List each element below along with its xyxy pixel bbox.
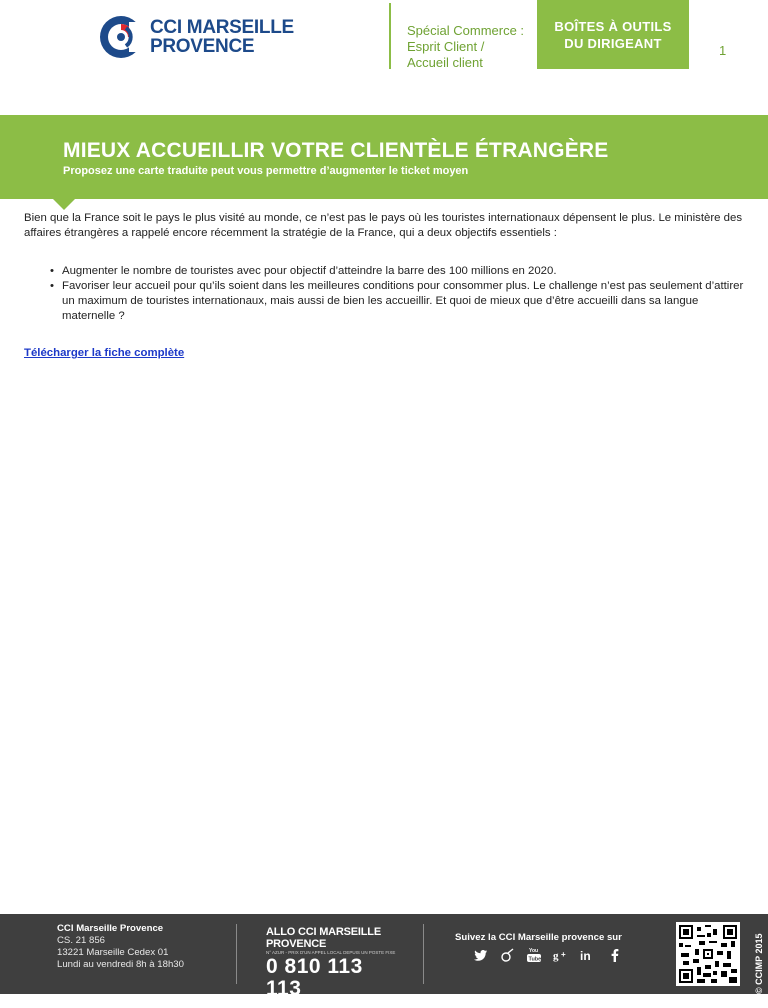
page-number: 1	[719, 43, 727, 58]
list-item: • Augmenter le nombre de touristes avec pour objectif d’atteindre la barre des 100 millions en 2020.	[24, 264, 746, 279]
header-divider	[389, 3, 391, 69]
download-link[interactable]: Télécharger la fiche complète	[24, 347, 185, 359]
footer	[0, 914, 768, 1007]
footer-divider	[423, 924, 424, 984]
facebook-icon[interactable]	[607, 949, 623, 965]
logo-line-2: PROVENCE	[150, 36, 255, 57]
toolbox-line-2: DU DIRIGEANT	[564, 36, 662, 51]
page-subtitle: Proposez une carte traduite peut vous permettre d’augmenter le ticket moyen	[63, 165, 469, 177]
footer-address-line-1: CS. 21 856	[57, 935, 106, 946]
page-title: MIEUX ACCUEILLIR VOTRE CLIENTÈLE ÉTRANGÈRE	[63, 139, 609, 162]
logo-line-1: CCI MARSEILLE	[150, 17, 294, 38]
topic-line-2: Esprit Client /	[407, 39, 485, 54]
qr-code	[676, 922, 740, 986]
svg-text:in: in	[580, 949, 591, 963]
allo-hotline	[266, 926, 396, 1008]
intro-paragraph: Bien que la France soit le pays le plus visité au monde, ce n’est pas le pays où les touristes internationaux dépensent le plus. Le ministère des affaires étrangères a rappelé encore récemment la stratégie de la France, qui a deux objectifs essentiels :	[24, 212, 743, 239]
footer-hours: Lundi au vendredi 8h à 18h30	[57, 959, 184, 970]
list-item: • Favoriser leur accueil pour qu’ils soient dans les meilleures conditions pour consommer plus. Le challenge n’est pas seulement d’attirer un maximum de touristes internationaux, mais aussi de bien les accueillir. Et quoi de mieux que d’être accueilli dans sa langue maternelle ?	[24, 279, 746, 324]
cci-logo-mark-icon	[98, 14, 144, 60]
footer-divider	[236, 924, 237, 984]
allo-title: ALLO CCI MARSEILLE PROVENCE	[266, 926, 381, 950]
svg-text:g: g	[553, 950, 559, 962]
svg-text:+: +	[561, 950, 566, 959]
google-plus-icon[interactable]	[553, 949, 569, 964]
footer-address	[57, 923, 184, 971]
follow-label: Suivez la CCI Marseille provence sur	[455, 932, 622, 943]
topic-line-1: Spécial Commerce :	[407, 23, 525, 38]
social-icons	[472, 947, 623, 966]
cci-logo	[98, 14, 298, 60]
footer-address-line-2: 13221 Marseille Cedex 01	[57, 947, 169, 958]
objectives-list	[24, 264, 746, 324]
qr-code-icon	[679, 925, 737, 983]
allo-subtitle: N° AZUR - PRIX D'UN APPEL LOCAL DEPUIS UN POSTE FIXE	[266, 950, 396, 955]
linkedin-icon[interactable]	[580, 949, 596, 964]
logo-wordmark	[150, 18, 294, 56]
topic-line-3: Accueil client	[407, 55, 483, 70]
footer-org-name: CCI Marseille Provence	[57, 923, 164, 934]
viadeo-icon[interactable]	[499, 948, 515, 965]
twitter-icon[interactable]	[472, 950, 488, 964]
svg-text:You: You	[529, 948, 539, 954]
banner-pointer	[53, 199, 75, 210]
toolbox-line-1: BOÎTES À OUTILS	[554, 19, 672, 34]
toolbox-badge	[537, 0, 689, 69]
svg-text:Tube: Tube	[528, 956, 542, 963]
topic-label	[407, 23, 537, 71]
copyright: © CCIMP 2015	[754, 933, 764, 994]
allo-website: WWW.CCIMP.COM	[304, 1001, 358, 1007]
allo-phone-number: 0 810 113 113	[266, 955, 363, 1000]
youtube-icon[interactable]	[526, 947, 542, 966]
